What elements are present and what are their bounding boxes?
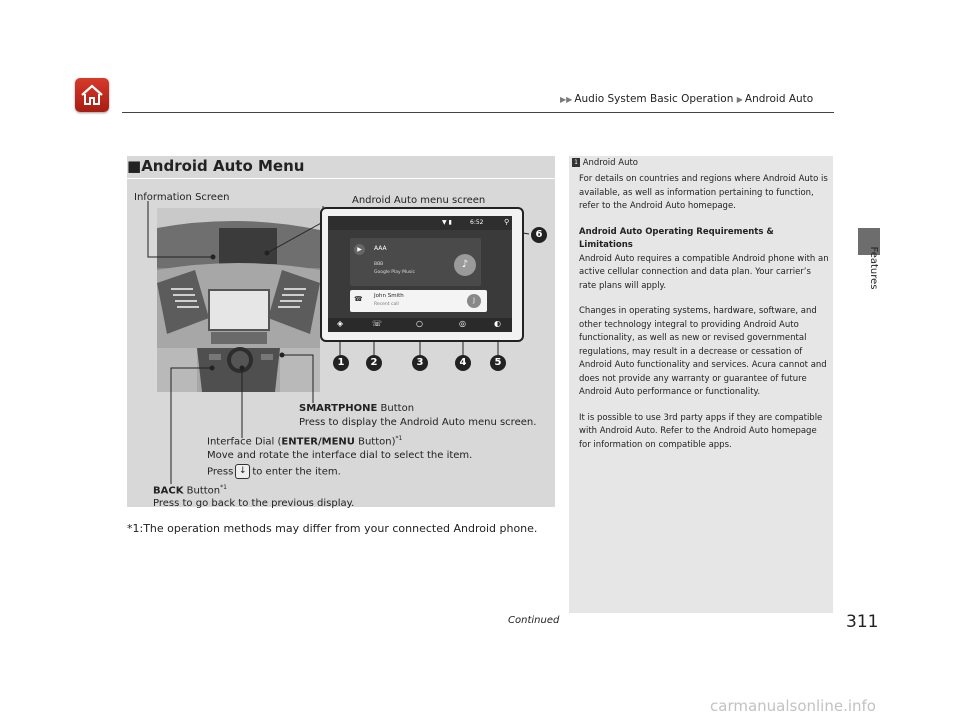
status-icons: ▼ ▮ [442,219,452,226]
note-ref-icon: 1 [572,158,580,167]
nav-audio-icon[interactable]: ◎ [459,319,466,328]
mic-icon[interactable]: ⚲ [504,218,510,226]
track-title: AAA [374,245,387,252]
callout-6: 6 [531,227,547,243]
dial-label: Interface Dial (ENTER/MENU Button)$^{*1}$ [207,435,403,448]
footnote: *1:The operation methods may differ from your connected Android phone. [127,522,538,535]
nav-navigation-icon[interactable]: ◈ [337,319,344,328]
back-desc: Press to go back to the previous display. [153,498,355,509]
note-title: 1 Android Auto [572,158,638,168]
dial-desc-2: Press ↓ to enter the item. [207,466,341,478]
section-title: ■Android Auto Menu [127,157,305,175]
call-card[interactable] [350,290,487,312]
nav-bar [328,318,512,332]
clock: 6:52 [470,219,484,226]
contact-status: Recent call [374,302,399,307]
callout-5: 5 [490,355,506,371]
continued-label: Continued [508,615,560,626]
note-paragraph: For details on countries and regions where Android Auto is available, as well as information pertaining to function, refer to the Android Auto homepage. [579,174,828,211]
smartphone-label: SMARTPHONE Button [299,403,415,414]
chapter-label: Features [868,246,879,290]
breadcrumb-item-android-auto[interactable]: Android Auto [744,93,814,105]
dial-desc-1: Move and rotate the interface dial to select the item. [207,450,473,461]
callout-3: 3 [412,355,428,371]
breadcrumb [560,93,813,105]
menu-screen-label: Android Auto menu screen [352,195,486,206]
nav-phone-icon[interactable]: ☏ [372,319,383,328]
watermark: carmanualsonline.info [710,697,876,715]
breadcrumb-arrow-icon: ▶ [736,95,743,104]
callout-1: 1 [333,355,349,371]
play-icon[interactable]: ▶ [354,244,365,255]
callout-4: 4 [455,355,471,371]
info-screen-label: Information Screen [134,192,230,203]
home-icon [75,78,109,112]
note-paragraph: Android Auto requires a compatible Android phone with an active cellular connection and data plan. Your carrier’s rate plans will apply. [579,253,829,291]
nav-home-icon[interactable]: ○ [416,319,423,328]
enter-dial-icon: ↓ [235,464,250,479]
breadcrumb-arrow-icon: ▶▶ [560,95,573,104]
nav-exit-icon[interactable]: ◐ [494,319,501,328]
breadcrumb-item-audio[interactable]: Audio System Basic Operation [574,93,734,105]
note-body [579,173,829,464]
back-label: BACK Button$^{*1}$ [153,484,227,497]
smartphone-desc: Press to display the Android Auto menu screen. [299,417,537,428]
music-card[interactable] [350,238,481,286]
phone-icon: ☎ [354,295,363,303]
track-artist: BBB [374,262,384,267]
music-note-icon: ♪ [454,254,476,276]
android-auto-screen [328,216,512,332]
home-button[interactable] [75,78,109,112]
note-subheading: Android Auto Operating Requirements & Limitations [579,226,774,250]
header-rule [122,112,834,113]
note-paragraph: Changes in operating systems, hardware, software, and other technology integral to providing Android Auto functionality, as well as new or revised governmental regulations, may result in a decrease or cessation of Android Auto functionality and services. Acura cannot and does not provide any warranty or guarantee of future Android Auto performance or functionality. [579,306,827,397]
track-source: Google Play Music [374,270,415,275]
section-square-icon: ■ [127,157,142,175]
contact-name: John Smith [374,293,404,299]
note-paragraph: It is possible to use 3rd party apps if they are compatible with Android Auto. Refer to the Android Auto homepage for information on compatible apps. [579,412,823,450]
callout-2: 2 [366,355,382,371]
page-number: 311 [846,612,879,632]
contact-avatar: J [467,294,481,308]
